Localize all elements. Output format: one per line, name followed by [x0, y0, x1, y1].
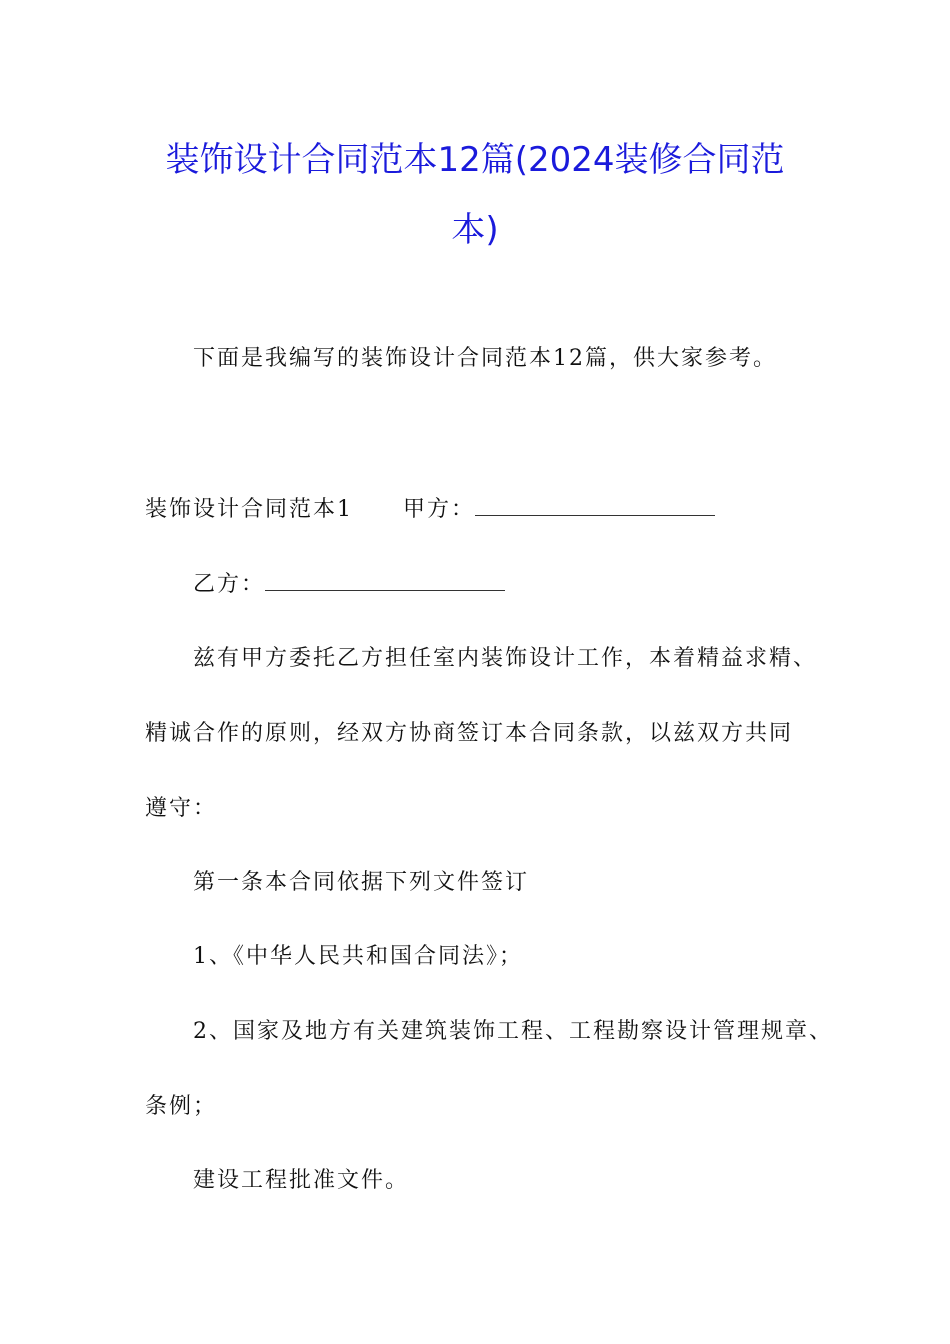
party-b-label: 乙方：: [193, 572, 266, 597]
contract-heading: 装饰设计合同范本1: [145, 497, 353, 522]
list-item-2-line2: 条例；: [145, 1094, 218, 1119]
list-item-2-line1: 2、国家及地方有关建筑装饰工程、工程勘察设计管理规章、: [193, 1019, 833, 1044]
article-1: 第一条本合同依据下列文件签订: [193, 870, 530, 895]
party-a-blank: [475, 495, 715, 516]
body-line-2: 精诚合作的原则，经双方协商签订本合同条款，以兹双方共同: [145, 721, 794, 746]
party-a-label: 甲方：: [403, 497, 476, 522]
document-title-line1: 装饰设计合同范本12篇(2024装修合同范: [165, 140, 785, 180]
list-item-3: 建设工程批准文件。: [193, 1168, 410, 1193]
contract-heading-row: [145, 495, 715, 525]
body-line-3: 遵守：: [145, 796, 218, 821]
intro-paragraph: 下面是我编写的装饰设计合同范本12篇，供大家参考。: [193, 346, 777, 371]
party-b-row: [193, 570, 505, 600]
party-b-blank: [265, 570, 505, 591]
document-title-line2: 本): [451, 210, 499, 250]
list-item-1: 1、《中华人民共和国合同法》；: [193, 944, 523, 969]
body-line-1: 兹有甲方委托乙方担任室内装饰设计工作，本着精益求精、: [193, 646, 818, 671]
